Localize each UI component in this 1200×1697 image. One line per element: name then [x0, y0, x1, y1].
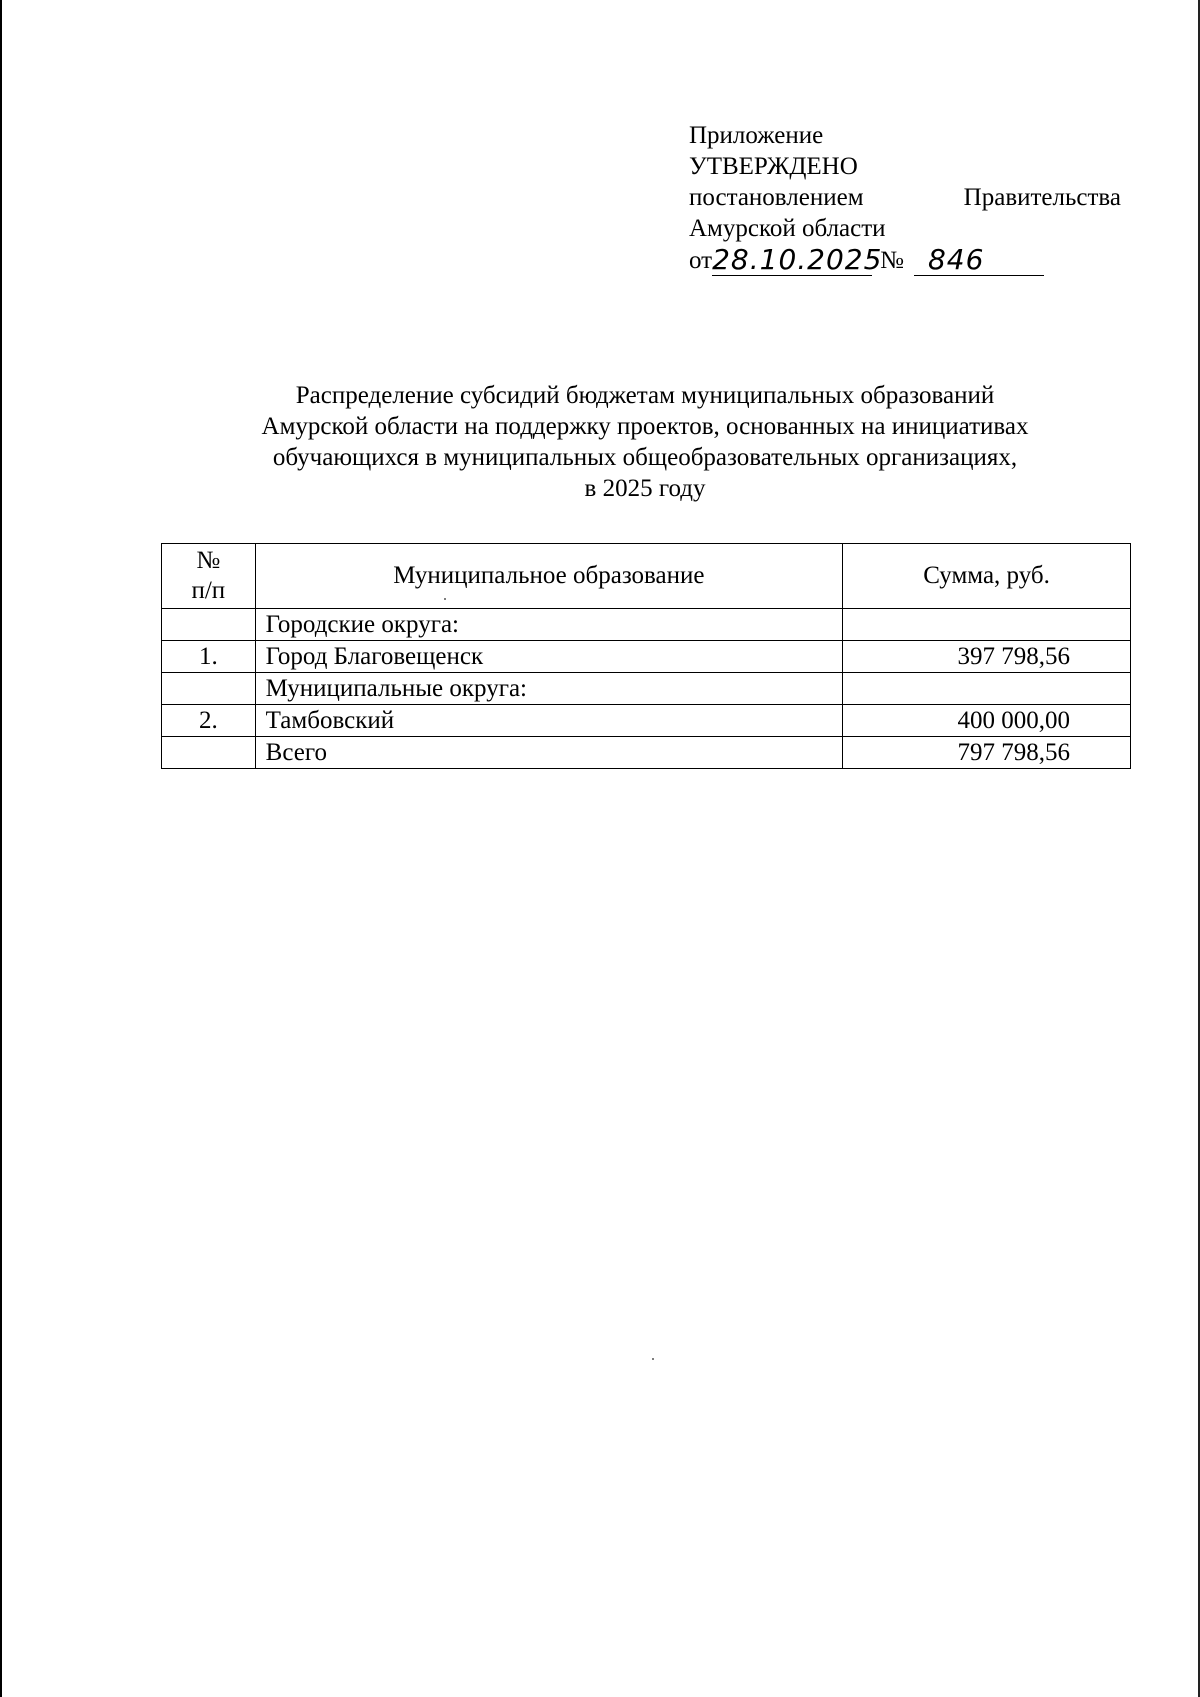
- header-number-sign: №: [196, 547, 221, 574]
- header-number-abbrev: п/п: [191, 577, 226, 604]
- approval-date-number-line: [689, 244, 1121, 276]
- row-sum-cell: [843, 609, 1131, 641]
- title-line-4: в 2025 году: [584, 475, 706, 502]
- row-municipality-cell: Городские округа:: [255, 609, 842, 641]
- row-sum-cell: 400 000,00: [843, 705, 1131, 737]
- header-sum-cell: Сумма, руб.: [843, 544, 1131, 609]
- approval-region-label: Амурской области: [689, 215, 886, 242]
- scan-speck: [444, 598, 446, 600]
- row-municipality-cell: Город Благовещенск: [255, 641, 842, 673]
- approval-approved-label: УТВЕРЖДЕНО: [689, 153, 858, 180]
- title-line-1: Распределение субсидий бюджетам муниципальных образований: [295, 382, 995, 409]
- header-number-cell: [162, 544, 256, 609]
- date-prefix: от: [689, 247, 713, 274]
- scan-speck: [652, 1358, 654, 1360]
- approval-resolution-line: [689, 182, 1121, 213]
- scan-left-edge: [0, 0, 2, 1697]
- row-municipality-cell: Муниципальные округа:: [255, 673, 842, 705]
- row-municipality-cell: Всего: [255, 737, 842, 769]
- handwritten-date: 28.10.2025: [712, 243, 883, 276]
- row-number-cell: 2.: [162, 705, 256, 737]
- subsidy-distribution-table: [161, 543, 1131, 769]
- title-line-2: Амурской области на поддержку проектов, основанных на инициативах: [261, 413, 1029, 440]
- row-number-cell: [162, 609, 256, 641]
- row-number-cell: 1.: [162, 641, 256, 673]
- approval-government-word: Правительства: [963, 184, 1121, 211]
- table-total-row: [162, 737, 1131, 769]
- document-title: [160, 380, 1130, 504]
- table-row: [162, 609, 1131, 641]
- table-row: [162, 673, 1131, 705]
- row-sum-cell: 797 798,56: [843, 737, 1131, 769]
- approval-block: [689, 120, 1121, 276]
- header-municipality-cell: Муниципальное образование: [255, 544, 842, 609]
- number-sign: №: [880, 247, 904, 274]
- table-row: [162, 641, 1131, 673]
- approval-appendix-label: Приложение: [689, 122, 824, 149]
- row-number-cell: [162, 737, 256, 769]
- row-sum-cell: [843, 673, 1131, 705]
- approval-resolution-word: постановлением: [689, 184, 864, 211]
- table-row: [162, 705, 1131, 737]
- table-header-row: [162, 544, 1131, 609]
- handwritten-number: 846: [914, 244, 1044, 276]
- row-municipality-cell: Тамбовский: [255, 705, 842, 737]
- row-sum-cell: 397 798,56: [843, 641, 1131, 673]
- row-number-cell: [162, 673, 256, 705]
- title-line-3: обучающихся в муниципальных общеобразовательных организациях,: [272, 444, 1018, 471]
